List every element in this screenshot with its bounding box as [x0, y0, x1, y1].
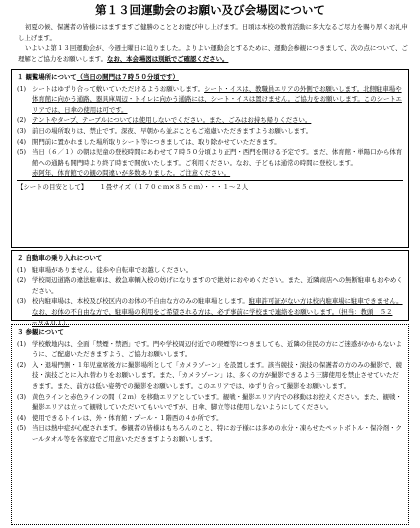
- item-text: 黄色ラインと赤色ラインの間（２ｍ）を移動エリアとしています。観戦・撮影エリア内での移動はお控えください。また、観戦・撮影エリアは立って観戦していただいてもいいですが、日傘、脚立等は使用しないようにしてください。: [32, 392, 402, 412]
- section-1-heading: [17, 72, 403, 83]
- item-number: (4): [17, 137, 27, 146]
- list-item: [17, 339, 403, 360]
- list-item: [17, 265, 403, 276]
- intro-paragraph-1: 初夏の候、保護者の皆様にはますますご健勝のこととお慶び申し上げます。日頃は本校の教育活動に多大なるご尽力を賜り厚くお礼申し上げます。: [18, 23, 408, 42]
- section-3-heading: [17, 327, 403, 338]
- list-item: [17, 115, 403, 126]
- item-number: (1): [17, 265, 27, 274]
- list-item: [17, 126, 403, 137]
- item-text-a: 当日（６／１）の朝は児童の登校時間にあわせて７時５０分頃より正門・西門を開ける予定です。まだ、体育館・単陽口から体育館への通路も開門時より終了時まで開放いたします。ご利用ください。なお、子どもは通常の時間に登校します。: [32, 148, 403, 167]
- item-text-b: 駐車許可証がない方は校内駐車場に駐車できません。なお、お体の不自由な方で、駐車場の利用をご希望される方は、必ず事前に学校まで連絡をお願いします。（担当：教頭 ５２−９４０１）: [32, 297, 403, 327]
- item-text-a: テントやタープ、テーブルについては使用しないでください。: [32, 116, 210, 125]
- section-2-number: ２: [17, 254, 24, 262]
- section-car-entry: [11, 250, 409, 327]
- item-text-a: シートはゆずり合って敷いていただけるようお願いします。: [32, 84, 205, 93]
- item-text-a: 校内駐車場は、本校及び校区内のお体の不自由な方のみの駐車場とします。: [32, 297, 249, 306]
- list-item: [17, 360, 403, 392]
- section-3-number: ３: [17, 328, 24, 336]
- item-number: (2): [17, 116, 27, 125]
- list-item: [17, 147, 403, 179]
- item-text: 使用できるトイレは、外・体育館・プール・１階西の４か所です。: [32, 413, 223, 422]
- document-title: 第１３回運動会のお願い及び会場図について: [95, 3, 325, 17]
- item-text: 駐車場がありません。徒歩や自転車でお越しください。: [32, 265, 193, 274]
- item-number: (5): [17, 424, 27, 433]
- item-text-b: また、ごみはお持ち帰りください。: [209, 116, 312, 125]
- item-number: (3): [17, 392, 27, 401]
- item-text: 学校敷地内は、全面「禁煙・禁酒」です。門や学校周辺付近での喫煙等につきましても、近隣の住民の方にご迷惑がかからないように、ご配慮いただきますよう、ご協力お願いします。: [32, 339, 403, 359]
- sheet-guide: [17, 182, 403, 193]
- section-2-heading: [17, 253, 403, 264]
- item-text: 開門前に置かれました場所取りシート等につきましては、取り除かせていただきます。: [32, 137, 281, 146]
- list-item: [17, 413, 403, 424]
- item-text-b: シート・イスは、教職員エリアの外側でお願いします。北側駐車場や体育館に向かう通路、器具庫周辺・トイレに向かう通路には、シート・イスは置けません。ご協力をお願いします。このシートエリアでは、日傘の使用は可です。: [32, 84, 402, 114]
- item-text: [32, 84, 403, 116]
- item-text: 前日の場所取りは、禁止です。深夜、早朝から並ぶこともご遠慮いただきますようお願いします。: [32, 126, 313, 135]
- sheet-guide-label: 【シートの目安として】: [17, 182, 88, 191]
- item-text: 学校周辺道路の違法駐車は、救急車輌入校の妨げになりますので絶対におやめください。また、近隣商店への無断駐車もおやめください。: [32, 276, 403, 295]
- sheet-guide-value: １畳サイズ（１７０ｃｍ×８５ｃｍ）・・・１〜２人: [99, 182, 249, 191]
- intro: [18, 22, 410, 64]
- item-number: (2): [17, 276, 27, 285]
- item-text: 当日は熱中症が心配されます。参観者の皆様はもちろんのこと、特にお子様には多めの水分・凍らせたペットボトル・保冷剤・クールタオル等を各家庭でご用意いただきますようお願いします。: [32, 424, 402, 443]
- item-number: (1): [17, 339, 27, 348]
- list-item: [17, 84, 403, 116]
- item-number: (3): [17, 126, 27, 135]
- item-number: (3): [17, 297, 27, 306]
- section-1-gate-note: （当日の開門は７時５０分頃です）: [76, 73, 179, 81]
- intro-paragraph-2: [18, 43, 410, 64]
- item-text: 入・退場門側・１年児童席後方に撮影場所として「カメラゾーン」を設置します。該当競技・演技の保護者の方のみの撮影で、競技・演技ごとに入れ替わりをお願いします。また、「カメラゾーン」は、多くの方が撮影できるよう三脚使用を禁止させていただきます。また、前方は低い姿勢での撮影をお願いします。このエリアでは、ゆずり合って撮影をお願いします。: [32, 360, 402, 390]
- item-number: (2): [17, 360, 27, 369]
- item-number: (4): [17, 413, 27, 422]
- section-3-label: 参観について: [25, 328, 64, 336]
- list-item: [17, 275, 403, 296]
- list-item: [17, 137, 403, 148]
- intro-paragraph-2-text: いよいよ第１３回運動会が、今週土曜日に迫りました。よりよい運動会とするために、運動会参観につきまして、次の点について、ご理解とご協力をお願いします。: [18, 44, 408, 63]
- section-spectating: [11, 324, 409, 525]
- section-viewing-area: [11, 69, 409, 248]
- item-text: [32, 147, 403, 179]
- section-1-number: １: [17, 73, 24, 81]
- section-1-label: 観覧場所について: [25, 73, 77, 81]
- divider: [17, 180, 403, 181]
- item-text: [32, 115, 403, 126]
- item-number: (1): [17, 84, 27, 93]
- item-text-b: 赤阿年、体育館での観の問違いが多数ありました。ご注意ください。: [32, 169, 231, 178]
- list-item: [17, 392, 403, 413]
- item-number: (5): [17, 148, 27, 157]
- section-2-label: 自動車の乗り入れについて: [25, 254, 103, 262]
- list-item: [17, 423, 403, 444]
- intro-map-note: なお、本会場図は別紙でご確認ください。: [106, 54, 229, 63]
